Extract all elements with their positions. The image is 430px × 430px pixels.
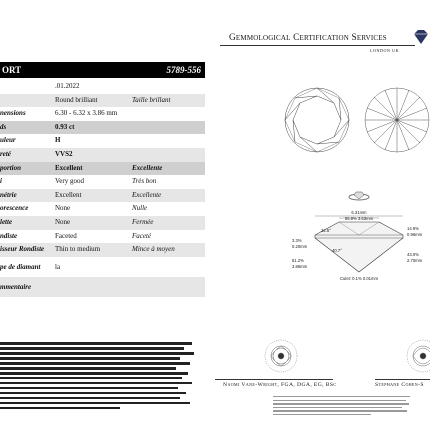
- report-header-bar: [0, 62, 205, 78]
- table-row: orescence None Nulle: [0, 202, 205, 216]
- dimensions-value: 6.30 - 6.32 x 3.86 mm: [55, 109, 118, 118]
- table-row: mmentaire: [0, 277, 205, 297]
- certificate-panel: [215, 0, 430, 430]
- clarity-value: VVS2: [55, 149, 73, 158]
- table-row: nétrie Excellent Excellente: [0, 189, 205, 203]
- girdle-fr: Faceté: [132, 231, 152, 240]
- pavilion-depth-mm: 2.70mm: [407, 258, 423, 263]
- report-title: ORT: [2, 65, 22, 75]
- proportion-fr: Excellente: [132, 163, 163, 172]
- report-rows: [0, 80, 205, 297]
- report-date: .01.2022: [55, 82, 80, 90]
- table-label: 55.9% 3.53mm: [344, 216, 374, 221]
- fluorescence-en: None: [55, 204, 71, 213]
- girdle-pct: 3.3%: [292, 238, 302, 243]
- polish-fr: Très bon: [132, 177, 157, 186]
- girdle-en: Faceted: [55, 231, 77, 240]
- signature-line-left: [215, 379, 333, 380]
- footer-fine-print: [273, 396, 413, 417]
- culet-en: None: [55, 217, 71, 226]
- shape-en: Round brilliant: [55, 95, 98, 104]
- signature-left: Naomi Vane-Wright, FGA, DGA, EG, BSc: [223, 382, 337, 388]
- ring-icon: [349, 192, 369, 200]
- table-row: [0, 94, 205, 108]
- table-row: pe de diamant la: [0, 257, 205, 277]
- signature-right: Stephane Cohen-S: [375, 382, 424, 388]
- table-row: uleur H: [0, 134, 205, 148]
- diamond-type-value: la: [55, 262, 61, 271]
- girdle-mm: 0.20mm: [292, 244, 308, 249]
- table-row: ds 0.93 ct: [0, 121, 205, 135]
- report-panel: [0, 0, 205, 430]
- signature-line-right: [375, 379, 430, 380]
- pavilion-depth-pct: 43.0%: [407, 252, 419, 257]
- report-number: 5789-556: [166, 65, 201, 75]
- table-row: reté VVS2: [0, 148, 205, 162]
- fluorescence-fr: Nulle: [132, 204, 148, 213]
- girdle-thickness-en: Thin to medium: [55, 245, 101, 254]
- crown-view-diagram: [285, 88, 349, 152]
- crown-height-pct: 14.9%: [407, 226, 419, 231]
- colour-value: H: [55, 136, 61, 145]
- crown-height-mm: 0.96mm: [407, 232, 423, 237]
- brand-name: Gemmological Certification Services: [229, 33, 387, 43]
- shape-fr: Taille brillant: [132, 95, 171, 104]
- table-row: isseur Rondiste Thin to medium Mince à moyen: [0, 243, 205, 257]
- girdle-thickness-fr: Mince à moyen: [132, 245, 175, 254]
- fine-print: [0, 342, 200, 412]
- symmetry-fr: Excellente: [132, 190, 162, 199]
- right-seal-icon: [407, 340, 430, 372]
- culet-fr: Fermée: [132, 217, 154, 226]
- polish-en: Very good: [55, 177, 84, 186]
- culet-label: Culet: 0.1% 0.01mm: [340, 276, 378, 281]
- crown-angle-label: 34.5°: [321, 228, 331, 233]
- table-row: [0, 80, 205, 94]
- table-row: lette None Fermée: [0, 216, 205, 230]
- total-depth-pct: 61.2%: [292, 258, 304, 263]
- symmetry-en: Excellent: [55, 190, 82, 199]
- total-depth-mm: 3.86mm: [292, 264, 308, 269]
- brand-location: LONDON UK: [370, 48, 400, 53]
- weight-value: 0.93 ct: [55, 122, 75, 131]
- profile-diagram: [292, 210, 423, 281]
- proportion-en: Excellent: [55, 163, 83, 172]
- table-row: nensions 6.30 - 6.32 x 3.86 mm: [0, 107, 205, 121]
- pavilion-view-diagram: [365, 88, 429, 152]
- left-seal-icon: [265, 340, 297, 372]
- table-row: i Very good Très bon: [0, 175, 205, 189]
- total-width-label: 6.31mm: [351, 210, 367, 215]
- pavilion-angle-label: 40.7°: [332, 248, 342, 253]
- diamond-diagrams: [215, 0, 430, 430]
- table-row: portion Excellent Excellente: [0, 162, 205, 176]
- table-row: ndiste Faceted Faceté: [0, 230, 205, 244]
